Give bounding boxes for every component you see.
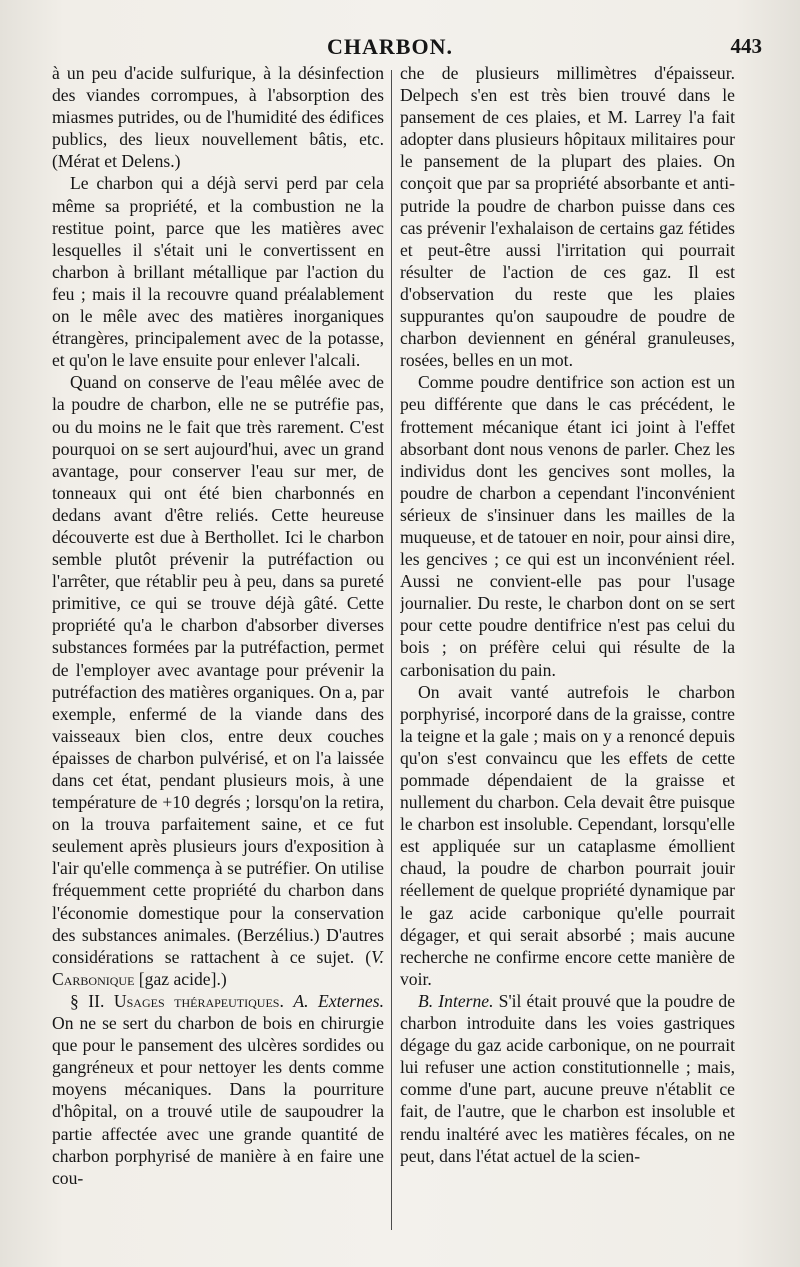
section-paragraph xyxy=(400,990,735,1167)
paragraph: à un peu d'acide sulfurique, à la désinfection des viandes corrompues, à l'absorption des miasmes putrides, ou de l'humidité des édifices publics, des lieux nouvellement bâtis, etc. (Mérat et Delens.) xyxy=(52,63,384,172)
see-abbreviation: V. xyxy=(371,946,384,967)
section-heading: § II. Usages thérapeutiques. xyxy=(70,990,284,1011)
paragraph xyxy=(52,371,384,990)
column-divider xyxy=(391,70,392,1230)
cross-reference: Carbonique xyxy=(52,968,135,989)
right-column xyxy=(400,62,735,1247)
paragraph-text: On ne se sert du charbon de bois en chirurgie que pour le pansement des ulcères sordides ou gangréneux et pour nettoyer les dents comme moyens mécaniques. Dans la pourriture d'hôpital, on a trouvé utile de saupoudrer la partie affectée avec une grande quantité de charbon porphyrisé de manière à en faire une cou- xyxy=(52,1013,384,1188)
paragraph-text: S'il était prouvé que la poudre de charbon introduite dans les voies gastriques dégage du gaz acide carbonique, on ne pourrait lui refuser une action constitutionnelle ; mais, comme d'une part, aucune preuve n'établit ce fait, de l'autre, que le charbon est insoluble et rendu inaltéré avec les matières fécales, on ne peut, dans l'état actuel de la scien- xyxy=(400,990,735,1166)
cross-reference-tail: [gaz acide].) xyxy=(134,968,227,989)
left-column xyxy=(52,62,384,1247)
paragraph-text: Quand on conserve de l'eau mêlée avec de la poudre de charbon, elle ne se putréfie pas, ou du moins ne le fait que très rarement. C'est pourquoi on se sert aujourd'hui, avec un grand avantage, pour conserver l'eau sur mer, de tonneaux qui ont été bien charbonnés en dedans avant d'être reliés. Cette heureuse découverte est due à Berthollet. Ici le charbon semble plutôt prévenir la putréfaction ou l'arrêter, que rétablir peu à peu, dans sa pureté primitive, ce qui se trouve déjà gâté. Cette propriété qu'a le charbon d'absorber diverses substances formées par la putréfaction, permet de l'employer avec avantage pour prévenir la putréfaction des matières organiques. On a, par exemple, enfermé de la viande dans des vaisseaux bien clos, entre deux couches épaisses de charbon pulvérisé, et on l'a laissée dans cet état, pendant plusieurs mois, à une température de +10 degrés ; lorsqu'on la retira, on la trouva parfaitement saine, et ce fut seulement après plusieurs jours d'exposition à l'air qu'elle commença à se putréfier. On utilise fréquemment cette propriété du charbon dans l'économie domestique pour la conservation des substances animales. (Berzélius.) D'autres considérations se rattachent à ce sujet. ( xyxy=(52,372,384,967)
paragraph: Le charbon qui a déjà servi perd par cela même sa propriété, et la combustion ne la restitue point, parce que les matières avec lesquelles il s'était uni le convertissent en charbon à brillant métallique par l'action du feu ; mais il la recouvre quand préalablement on le mêle avec des matières inorganiques étrangères, principalement avec de la potasse, et qu'on le lave ensuite pour enlever l'alcali. xyxy=(52,173,384,371)
paragraph: Comme poudre dentifrice son action est un peu différente que dans le cas précédent, le frottement mécanique étant ici joint à l'effet absorbant dont nous venons de parler. Chez les individus dont les gencives sont molles, la poudre de charbon a cependant l'inconvénient sérieux de s'insinuer dans les mailles de la muqueuse, et de tatouer en noir, pour ainsi dire, les gencives ; ce qui est un inconvénient réel. Aussi ne convient-elle pas pour l'usage journalier. Du reste, le charbon dont on se sert pour cette poudre dentifrice n'est pas celui du bois ; on préfère celui qui résulte de la carbonisation du pain. xyxy=(400,372,735,680)
paragraph: On avait vanté autrefois le charbon porphyrisé, incorporé dans de la graisse, contre la teigne et la gale ; mais on y a renoncé depuis qu'on s'est convaincu que les effets de cette pommade dépendaient de la graisse et nullement du charbon. Cela devait être puisque le charbon est insoluble. Cependant, lorsqu'elle est appliquée sur un cataplasme émollient chaud, la poudre de charbon pourrait jouir réellement de quelque propriété dynamique par le gaz acide carbonique qu'elle pourrait dégager, et qui serait absorbé ; mais aucune recherche ne confirme encore cette manière de voir. xyxy=(400,681,735,989)
subsection-heading: B. Interne. xyxy=(418,990,494,1011)
page-number: 443 xyxy=(730,34,762,58)
paragraph: che de plusieurs millimètres d'épaisseur. Delpech s'en est très bien trouvé dans le pansement de ces plaies, et M. Larrey l'a fait adopter dans plusieurs hôpitaux militaires pour le pansement de la plupart des plaies. On conçoit que par sa propriété absorbante et anti-putride la poudre de charbon puisse dans ces cas prévenir l'exhalaison de certains gaz fétides et peut-être aussi l'irritation qui pourrait résulter de l'action de ces gaz. Il est d'observation du reste que les plaies suppurantes qu'on saupoudre de poudre de charbon deviennent en général granuleuses, rosées, belles en un mot. xyxy=(400,63,735,371)
page-header xyxy=(30,22,762,62)
subsection-heading: A. Externes. xyxy=(293,990,384,1011)
section-paragraph xyxy=(52,990,384,1189)
running-head: CHARBON. xyxy=(327,34,453,59)
